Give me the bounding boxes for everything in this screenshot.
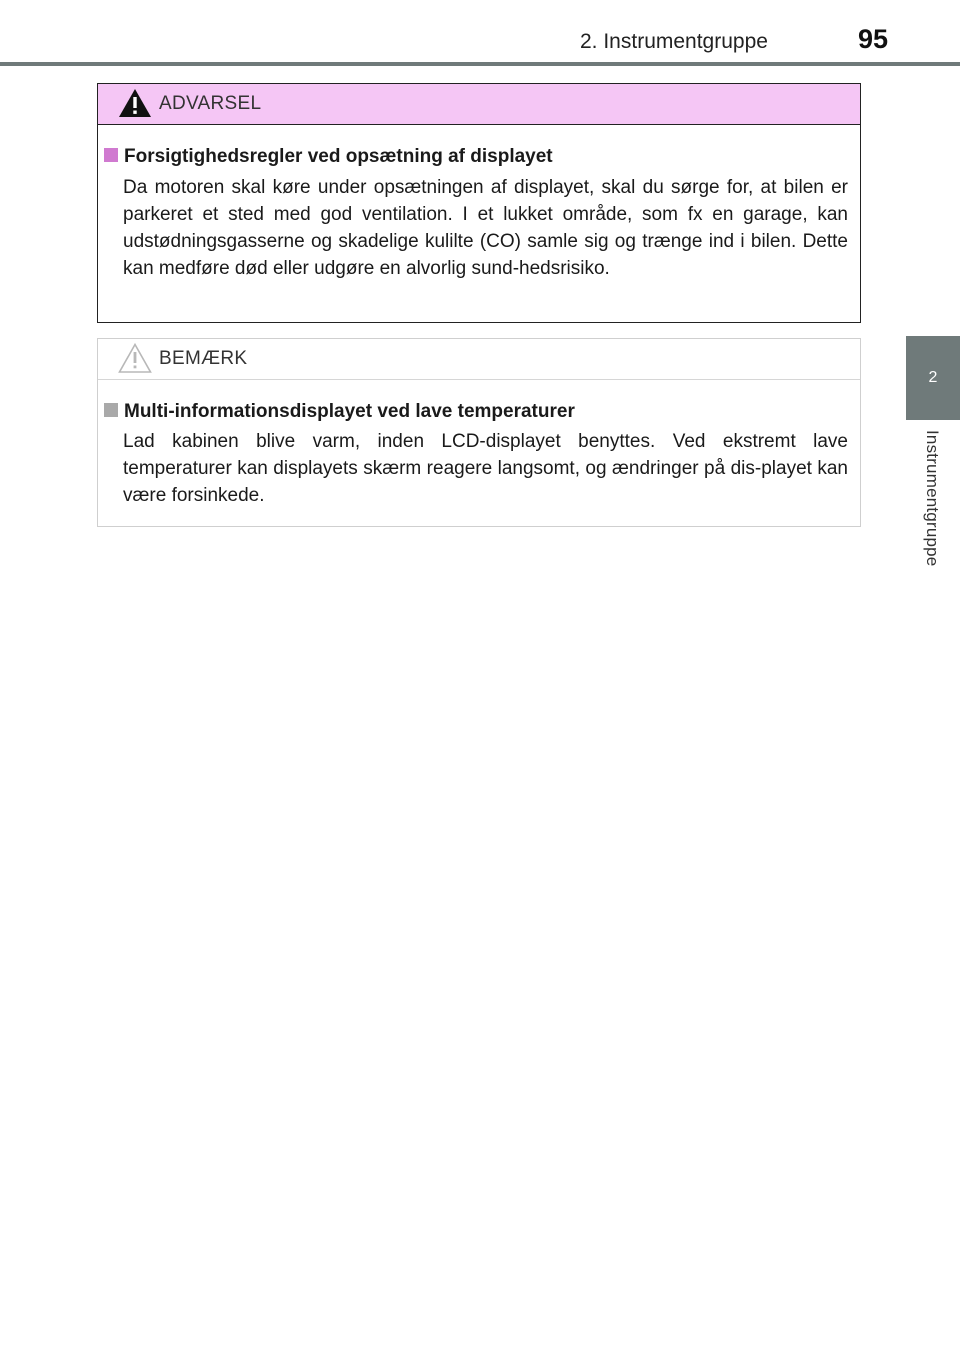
bullet-square-icon xyxy=(104,148,118,162)
chapter-tab xyxy=(906,336,960,420)
warning-box xyxy=(97,83,861,323)
chapter-tab-label: Instrumentgruppe xyxy=(923,430,942,567)
page-number: 95 xyxy=(858,24,889,54)
header-rule xyxy=(0,62,960,66)
chapter-tab-number: 2 xyxy=(928,369,938,386)
note-section-title xyxy=(104,401,575,423)
note-title-text: Multi-informationsdisplayet ved lave temperaturer xyxy=(124,401,575,422)
note-body-text: Lad kabinen blive varm, inden LCD-displayet benyttes. Ved ekstremt lave temperaturer kan displayets skærm reagere langsomt, og ændringer på dis-playet kan være forsinkede. xyxy=(123,431,848,506)
note-box xyxy=(97,338,861,527)
caution-triangle-outline-icon xyxy=(118,342,152,374)
warning-body-text: Da motoren skal køre under opsætningen af displayet, skal du sørge for, at bilen er parkeret et sted med god ventilation. I et lukket område, som fx en garage, kan udstødningsgasserne og skadelige kulilte (CO) samle sig og trænge ind i bilen. Dette kan medføre død eller udgøre en alvorlig sund-hedsrisiko. xyxy=(123,177,848,279)
note-label: BEMÆRK xyxy=(159,348,248,369)
warning-box-header xyxy=(98,84,860,125)
warning-title-text: Forsigtighedsregler ved opsætning af displayet xyxy=(124,146,553,167)
running-header-title: 2. Instrumentgruppe xyxy=(580,30,768,53)
bullet-square-icon xyxy=(104,403,118,417)
warning-section-title xyxy=(104,146,553,168)
warning-label: ADVARSEL xyxy=(159,93,262,114)
note-box-header xyxy=(98,339,860,380)
warning-triangle-filled-icon xyxy=(118,87,152,119)
